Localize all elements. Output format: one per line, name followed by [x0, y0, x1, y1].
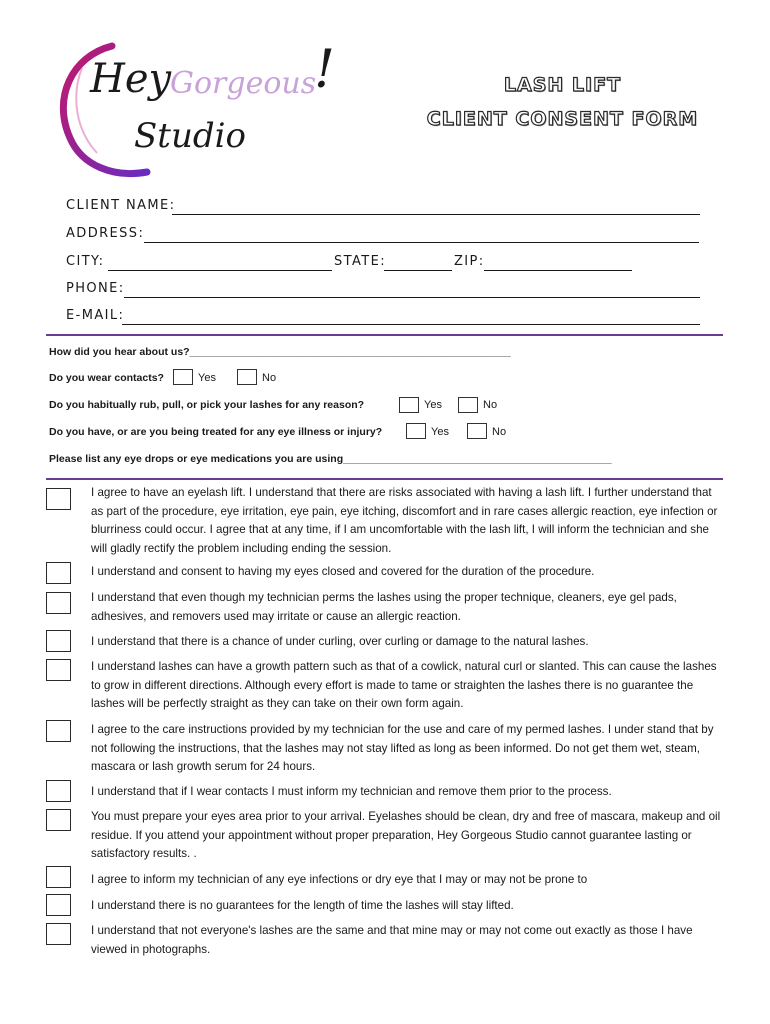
consent-checkbox-10[interactable]: [46, 894, 71, 916]
illness-no-label: No: [492, 426, 507, 438]
consent-statement-1: I agree to have an eyelash lift. I understand that there are risks associated with having a lash lift. I further understand that as part of the procedure, eye irritation, eye pain, eye itching, discomfort and in rare cases allergic reaction, eye infection or blurriness could occur. I agree that at any time, if I am uncomfortable with the lash lift, I will inform the technician and she will gladly rectify the problem including ending the session.: [91, 486, 718, 555]
consent-checkbox-8[interactable]: [46, 809, 71, 831]
consent-checkbox-3[interactable]: [46, 592, 71, 614]
phone-label: PHONE:: [66, 281, 125, 296]
consent-checkbox-2[interactable]: [46, 562, 71, 584]
illness-yes-checkbox[interactable]: [406, 423, 426, 439]
logo-gorgeous: Gorgeous: [170, 66, 317, 101]
rub-yes-checkbox[interactable]: [399, 397, 419, 413]
address-label: ADDRESS:: [66, 226, 145, 241]
form-title-line2: CLIENT CONSENT FORM: [426, 108, 699, 130]
consent-statement-2: I understand and consent to having my eyes closed and covered for the duration of the procedure.: [91, 565, 595, 578]
logo-studio: Studio: [134, 116, 246, 156]
consent-statement-3: I understand that even though my technician perms the lashes using the proper technique, cleaners, eye gel pads, adhesives, and removers used may irritate or cause an allergic reaction.: [91, 591, 677, 623]
client-name-field[interactable]: [172, 214, 700, 215]
form-title-line1: LASH LIFT: [503, 74, 622, 96]
hear-about-us-question[interactable]: How did you hear about us?_______________________________________________________: [49, 346, 511, 358]
consent-statement-11: I understand that not everyone's lashes are the same and that mine may or may not come out exactly as those I have viewed in photographs.: [91, 924, 693, 956]
logo-exclamation: !: [314, 40, 335, 100]
consent-statement-4: I understand that there is a chance of under curling, over curling or damage to the natural lashes.: [91, 635, 589, 648]
zip-label: ZIP:: [454, 254, 485, 269]
zip-field[interactable]: [484, 270, 632, 271]
phone-field[interactable]: [124, 297, 700, 298]
illness-yes-label: Yes: [431, 426, 449, 438]
contacts-yes-checkbox[interactable]: [173, 369, 193, 385]
divider-top: [46, 334, 723, 336]
rub-yes-label: Yes: [424, 399, 442, 411]
logo-hey: Hey: [90, 56, 172, 102]
rub-no-checkbox[interactable]: [458, 397, 478, 413]
consent-checkbox-9[interactable]: [46, 866, 71, 888]
consent-statement-5: I understand lashes can have a growth pattern such as that of a cowlick, natural curl or slanted. This can cause the lashes to grow in different directions. Although every effort is made to tame or straighten the lashes there is no guarantee the lashes will be perfectly straight as they can take on their own form again.: [91, 660, 717, 710]
rub-question: Do you habitually rub, pull, or pick your lashes for any reason?: [49, 399, 365, 411]
state-label: STATE:: [334, 254, 387, 269]
contacts-question: Do you wear contacts?: [49, 372, 164, 384]
contacts-no-checkbox[interactable]: [237, 369, 257, 385]
consent-checkbox-7[interactable]: [46, 780, 71, 802]
contacts-yes-label: Yes: [198, 372, 216, 384]
consent-checkbox-11[interactable]: [46, 923, 71, 945]
state-field[interactable]: [384, 270, 452, 271]
consent-checkbox-4[interactable]: [46, 630, 71, 652]
consent-checkbox-6[interactable]: [46, 720, 71, 742]
eye-drops-question[interactable]: Please list any eye drops or eye medications you are using______________________________________________: [49, 453, 612, 465]
consent-checkbox-1[interactable]: [46, 488, 71, 510]
consent-statement-10: I understand there is no guarantees for the length of time the lashes will stay lifted.: [91, 899, 514, 912]
contacts-no-label: No: [262, 372, 277, 384]
consent-statement-9: I agree to inform my technician of any eye infections or dry eye that I may or may not be prone to: [91, 873, 588, 886]
email-field[interactable]: [122, 324, 700, 325]
illness-no-checkbox[interactable]: [467, 423, 487, 439]
city-field[interactable]: [108, 270, 332, 271]
client-name-label: CLIENT NAME:: [66, 198, 176, 213]
city-label: CITY:: [66, 254, 105, 269]
divider-bottom: [46, 478, 723, 480]
consent-statement-7: I understand that if I wear contacts I must inform my technician and remove them prior to the process.: [91, 785, 612, 798]
email-label: E-MAIL:: [66, 308, 125, 323]
consent-checkbox-5[interactable]: [46, 659, 71, 681]
consent-statement-6: I agree to the care instructions provided by my technician for the use and care of my permed lashes. I under stand that by not following the instructions, that the lashes may not stay lifted as long as been informed. Do not get them wet, steam, mascara or lash growth serum for 24 hours.: [91, 723, 714, 773]
address-field[interactable]: [144, 242, 699, 243]
rub-no-label: No: [483, 399, 498, 411]
consent-statement-8: You must prepare your eyes area prior to your arrival. Eyelashes should be clean, dry and free of mascara, makeup and oil residue. If you attend your appointment without proper preparation, Hey Gorgeous Studio cannot guarantee lasting or satisfactory results. .: [91, 810, 721, 860]
illness-question: Do you have, or are you being treated for any eye illness or injury?: [49, 426, 383, 438]
studio-logo: [52, 38, 342, 188]
